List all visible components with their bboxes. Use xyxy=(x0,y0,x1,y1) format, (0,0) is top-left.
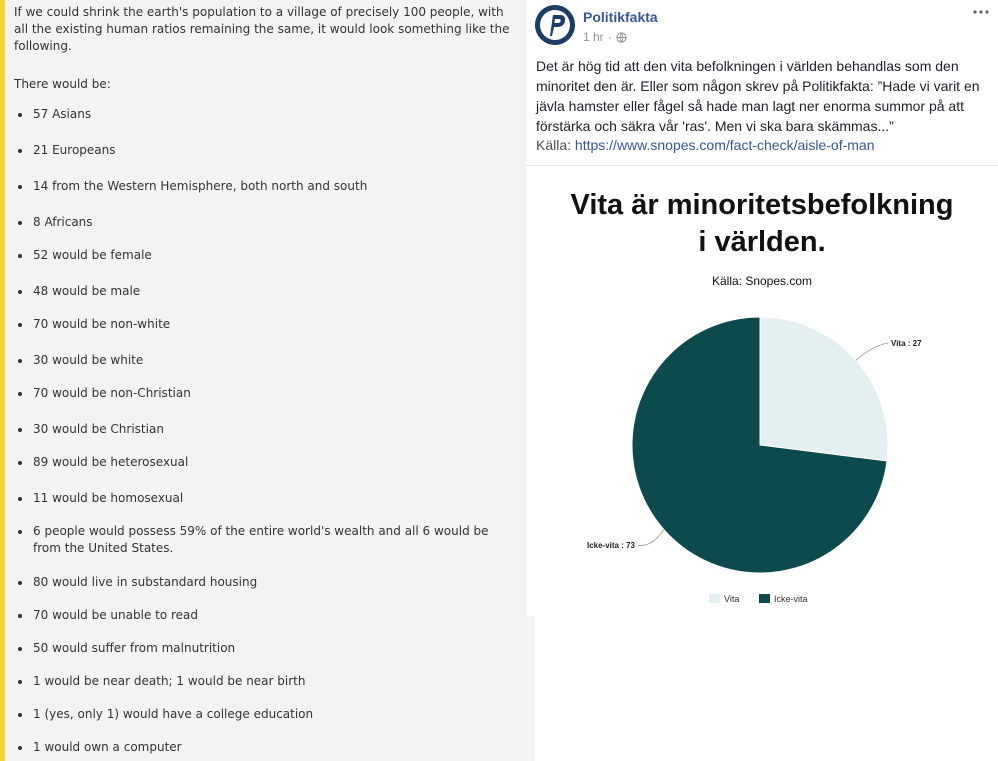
article-intro: If we could shrink the earth's population to a village of precisely 100 people, with all the existing human ratios remaining the same, it would look something like the following. xyxy=(14,5,510,53)
list-item xyxy=(33,640,503,657)
source-link[interactable]: https://www.snopes.com/fact-check/aisle-of-man xyxy=(574,137,875,153)
bullet-dot-icon xyxy=(18,713,22,717)
list-item xyxy=(33,214,503,231)
facebook-post xyxy=(526,0,998,761)
bullet-dot-icon xyxy=(18,290,22,294)
politikfakta-logo-icon xyxy=(535,5,575,45)
post-meta xyxy=(583,30,627,44)
legend-swatch-icke-vita xyxy=(759,594,770,603)
list-item xyxy=(33,454,503,471)
list-item xyxy=(33,352,503,369)
bullet-dot-icon xyxy=(18,113,22,117)
slice-label: Vita : 27 xyxy=(891,339,922,348)
list-item-text: 1 (yes, only 1) would have a college education xyxy=(33,707,314,721)
bullet-dot-icon xyxy=(18,746,22,750)
legend-swatch-vita xyxy=(709,594,720,603)
list-item xyxy=(33,106,503,123)
list-item xyxy=(33,490,503,507)
list-item xyxy=(33,574,503,591)
list-item xyxy=(33,283,503,300)
leader-line xyxy=(638,530,664,546)
bullet-dot-icon xyxy=(18,221,22,225)
bullet-dot-icon xyxy=(18,530,22,534)
bullet-dot-icon xyxy=(18,680,22,684)
list-item xyxy=(33,739,503,756)
slice-label: Icke-vita : 73 xyxy=(586,541,635,550)
leader-line xyxy=(856,343,888,360)
more-horizontal-icon xyxy=(973,10,989,14)
list-item-text: 6 people would possess 59% of the entire world's wealth and all 6 would be from the United States. xyxy=(33,524,489,555)
chart-title-line-2: i världen. xyxy=(698,226,826,258)
list-item xyxy=(33,673,503,690)
list-item-text: 50 would suffer from malnutrition xyxy=(33,641,236,655)
list-item xyxy=(33,385,503,402)
list-item-text: 70 would be non-white xyxy=(33,317,171,331)
list-item xyxy=(33,421,503,438)
bullet-dot-icon xyxy=(18,254,22,258)
accent-bar xyxy=(0,0,5,761)
list-item-text: 11 would be homosexual xyxy=(33,491,184,505)
list-item xyxy=(33,247,503,264)
panel-gap xyxy=(526,616,535,761)
page-avatar[interactable] xyxy=(535,5,575,45)
list-item-text: 8 Africans xyxy=(33,215,93,229)
post-text: Det är hög tid att den vita befolkningen i världen behandlas som den minoritet den är. Eller som någon skrev på Politikfakta: ”Hade vi varit en jävla hamster eller fågel så hade man lagt ner enorma summor på att förstärka och säkra vår 'ras'. Men vi ska bara skämmas...” xyxy=(536,58,980,134)
meta-separator: · xyxy=(607,30,612,44)
bullet-dot-icon xyxy=(18,428,22,432)
bullet-dot-icon xyxy=(18,185,22,189)
chart-title-line-1: Vita är minoritetsbefolkning xyxy=(570,189,954,221)
bullet-dot-icon xyxy=(18,149,22,153)
legend-label-icke-vita: Icke-vita xyxy=(774,594,808,604)
legend-label-vita: Vita xyxy=(724,594,740,604)
bullet-dot-icon xyxy=(18,359,22,363)
list-item xyxy=(33,316,503,333)
list-item xyxy=(33,607,503,624)
bullet-dot-icon xyxy=(18,323,22,327)
list-item-text: 21 Europeans xyxy=(33,143,116,157)
list-item xyxy=(33,706,503,723)
source-line xyxy=(536,137,874,153)
list-item-text: 70 would be unable to read xyxy=(33,608,199,622)
bullet-dot-icon xyxy=(18,497,22,501)
list-item-text: 89 would be heterosexual xyxy=(33,455,189,469)
globe-icon xyxy=(616,32,627,43)
chart-subtitle: Källa: Snopes.com xyxy=(711,274,813,288)
list-item-text: 1 would be near death; 1 would be near birth xyxy=(33,674,306,688)
page-name[interactable]: Politikfakta xyxy=(583,9,658,25)
list-item-text: 1 would own a computer xyxy=(33,740,182,754)
list-item-text: 30 would be Christian xyxy=(33,422,164,436)
there-would-be-label: There would be: xyxy=(14,77,111,91)
list-item-text: 48 would be male xyxy=(33,284,141,298)
post-image-chart[interactable] xyxy=(526,166,998,616)
list-item xyxy=(33,523,503,557)
list-item-text: 52 would be female xyxy=(33,248,152,262)
list-item xyxy=(33,142,503,159)
article-content xyxy=(14,4,514,93)
more-options-button[interactable] xyxy=(970,4,992,20)
bullet-dot-icon xyxy=(18,614,22,618)
list-item xyxy=(33,178,503,195)
post-time[interactable]: 1 hr xyxy=(583,30,604,44)
post-footer-blank xyxy=(526,616,998,761)
list-item-text: 14 from the Western Hemisphere, both north and south xyxy=(33,179,368,193)
bullet-dot-icon xyxy=(18,461,22,465)
pie-slice-vita xyxy=(760,317,888,461)
pie-chart xyxy=(526,166,998,616)
list-item-text: 30 would be white xyxy=(33,353,144,367)
bullet-dot-icon xyxy=(18,392,22,396)
list-item-text: 70 would be non-Christian xyxy=(33,386,191,400)
bullet-dot-icon xyxy=(18,647,22,651)
list-item-text: 80 would live in substandard housing xyxy=(33,575,258,589)
source-label: Källa: xyxy=(536,137,572,153)
post-header xyxy=(526,0,998,56)
bullet-dot-icon xyxy=(18,581,22,585)
list-item-text: 57 Asians xyxy=(33,107,92,121)
